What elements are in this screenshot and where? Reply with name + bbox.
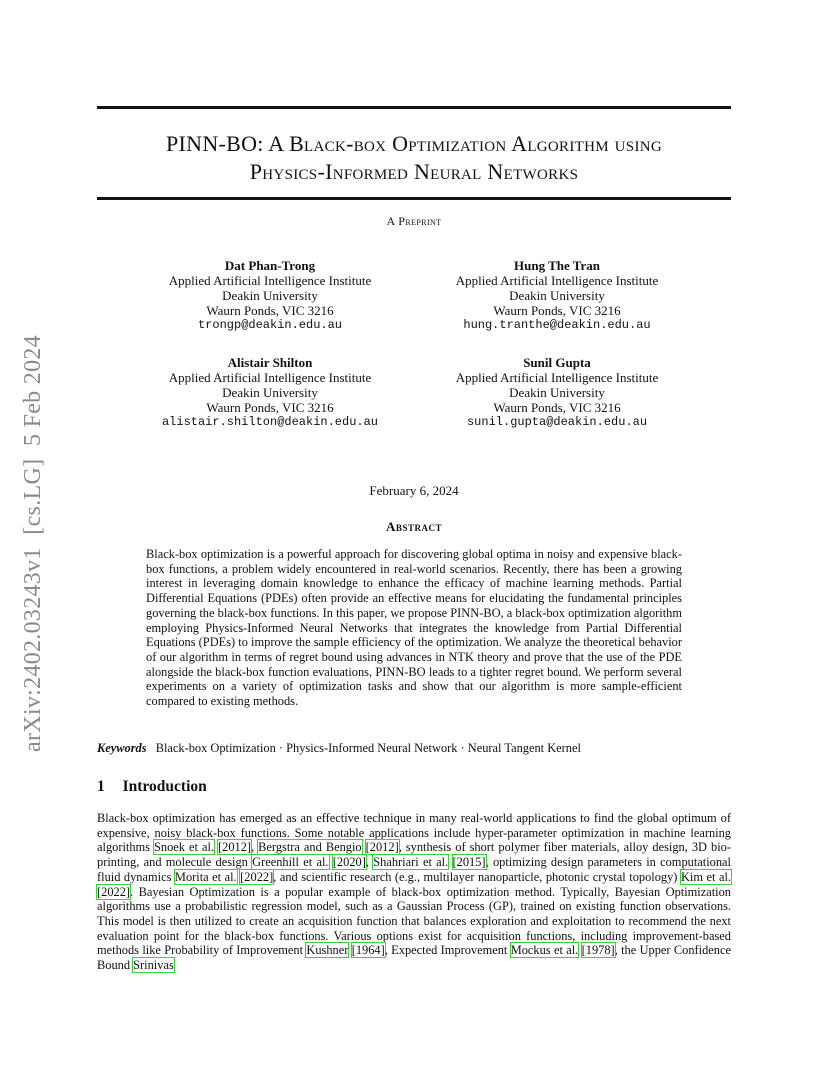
author-email[interactable]: hung.tranthe@deakin.edu.au bbox=[463, 318, 651, 332]
author-block bbox=[140, 355, 400, 430]
intro-text: , optimizing design parameters in computational fluid dynamics bbox=[97, 855, 731, 884]
section-heading bbox=[97, 778, 207, 796]
paper-title-line-1 bbox=[97, 131, 731, 157]
citation-link[interactable]: Greenhill et al. bbox=[252, 855, 329, 870]
author-institute: Applied Artificial Intelligence Institute bbox=[455, 370, 659, 385]
author-email[interactable]: trongp@deakin.edu.au bbox=[197, 318, 343, 332]
author-university: Deakin University bbox=[222, 385, 318, 400]
citation-year-link[interactable]: [2022] bbox=[240, 869, 274, 884]
author-university: Deakin University bbox=[222, 288, 318, 303]
intro-text: , bbox=[365, 855, 374, 870]
citation-link[interactable]: Snoek et al. bbox=[154, 840, 214, 855]
author-name: Alistair Shilton bbox=[227, 355, 313, 370]
intro-text: Black-box optimization has emerged as an effective technique in many real-world applications to find the global optimum of expensive, noisy black-box functions. Some notable applications include hyper-parameter optimization in machine learning algorithms bbox=[97, 811, 731, 855]
author-institute: Applied Artificial Intelligence Institute bbox=[168, 370, 372, 385]
publication-date: February 6, 2024 bbox=[369, 483, 459, 498]
intro-text: , synthesis of short polymer fiber materials, alloy design, 3D bio-printing, and molecule design bbox=[97, 840, 731, 870]
keywords-list: Black-box Optimization · Physics-Informed Neural Network · Neural Tangent Kernel bbox=[155, 741, 581, 755]
abstract-heading: Abstract bbox=[386, 519, 442, 534]
title-rule-bottom bbox=[97, 197, 731, 200]
intro-text: , bbox=[251, 840, 259, 855]
title-rule-top bbox=[97, 106, 731, 109]
author-block bbox=[427, 258, 687, 333]
author-block bbox=[140, 258, 400, 333]
author-university: Deakin University bbox=[509, 385, 605, 400]
section-title: Introduction bbox=[122, 778, 207, 795]
author-address: Waurn Ponds, VIC 3216 bbox=[493, 303, 621, 318]
citation-link[interactable]: Morita et al. bbox=[174, 869, 237, 884]
author-email[interactable]: alistair.shilton@deakin.edu.au bbox=[161, 415, 379, 429]
citation-link[interactable]: Srinivas bbox=[133, 958, 174, 973]
keywords-label: Keywords bbox=[97, 741, 147, 755]
keywords-line bbox=[97, 741, 731, 756]
citation-year-link[interactable]: [1978] bbox=[581, 943, 615, 958]
author-address: Waurn Ponds, VIC 3216 bbox=[206, 303, 334, 318]
intro-text: , Expected Improvement bbox=[384, 943, 511, 958]
author-institute: Applied Artificial Intelligence Institute bbox=[455, 273, 659, 288]
citation-year-link[interactable]: [2022] bbox=[97, 884, 131, 899]
author-address: Waurn Ponds, VIC 3216 bbox=[206, 400, 334, 415]
author-institute: Applied Artificial Intelligence Institute bbox=[168, 273, 372, 288]
author-name: Sunil Gupta bbox=[523, 355, 591, 370]
citation-link[interactable]: Kushner bbox=[306, 943, 349, 958]
citation-link[interactable]: Kim et al. bbox=[680, 869, 731, 884]
author-university: Deakin University bbox=[509, 288, 605, 303]
intro-text: . Bayesian Optimization is a popular example of black-box optimization method. Typically, Bayesian Optimization algorithms use a probabilistic regression model, such as a Gaussian Process (GP), trained on existing function observations. This model is then utilized to create an acquisition function that balances exploration and exploitation to recommend the next evaluation point for the black-box functions. Various options exist for acquisition functions, including improvement-based methods like Probability of Improvement bbox=[97, 884, 731, 958]
intro-text: , the Upper Confidence Bound bbox=[97, 943, 731, 973]
citation-link[interactable]: Shahriari et al. bbox=[373, 855, 449, 870]
author-address: Waurn Ponds, VIC 3216 bbox=[493, 400, 621, 415]
author-email[interactable]: sunil.gupta@deakin.edu.au bbox=[466, 415, 648, 429]
author-block bbox=[427, 355, 687, 430]
section-number: 1 bbox=[97, 778, 105, 795]
introduction-paragraph bbox=[97, 811, 731, 973]
citation-link[interactable]: Mockus et al. bbox=[510, 943, 579, 958]
author-name: Hung The Tran bbox=[514, 258, 600, 273]
preprint-label: A Preprint bbox=[386, 214, 442, 228]
abstract-text: Black-box optimization is a powerful approach for discovering global optima in noisy and expensive black-box functions, a problem widely encountered in real-world scenarios. Recently, there has been a growing interest in leveraging domain knowledge to enhance the efficacy of machine learning methods. Partial Differential Equations (PDEs) often provide an effective means for elucidating the fundamental principles governing the black-box functions. In this paper, we propose PINN-BO, a black-box optimization algorithm employing Physics-Informed Neural Networks that integrates the knowledge from Partial Differential Equations (PDEs) to improve the sample efficiency of the optimization. We analyze the theoretical behavior of our algorithm in terms of regret bound using advances in NTK theory and prove that the use of the PDE alongside the black-box function evaluations, PINN-BO leads to a tighter regret bound. We perform several experiments on a variety of optimization tasks and show that our algorithm is more sample-efficient compared to existing methods. bbox=[146, 547, 682, 709]
citation-year-link[interactable]: [2012] bbox=[365, 840, 399, 855]
citation-year-link[interactable]: [2012] bbox=[218, 840, 252, 855]
intro-text: , and scientific research (e.g., multilayer nanoparticle, photonic crystal topology) bbox=[273, 869, 681, 884]
citation-year-link[interactable]: [2015] bbox=[452, 855, 486, 870]
citation-link[interactable]: Bergstra and Bengio bbox=[258, 840, 362, 855]
title-text-2: Physics-Informed Neural Networks bbox=[249, 159, 579, 184]
title-text-1: PINN-BO: A Black-box Optimization Algorithm using bbox=[165, 131, 663, 156]
citation-year-link[interactable]: [2020] bbox=[332, 855, 366, 870]
paper-title-line-2 bbox=[97, 159, 731, 185]
citation-year-link[interactable]: [1964] bbox=[351, 943, 385, 958]
arxiv-identifier: arXiv:2402.03243v1 [cs.LG] 5 Feb 2024 bbox=[20, 335, 46, 752]
author-name: Dat Phan-Trong bbox=[224, 258, 316, 273]
